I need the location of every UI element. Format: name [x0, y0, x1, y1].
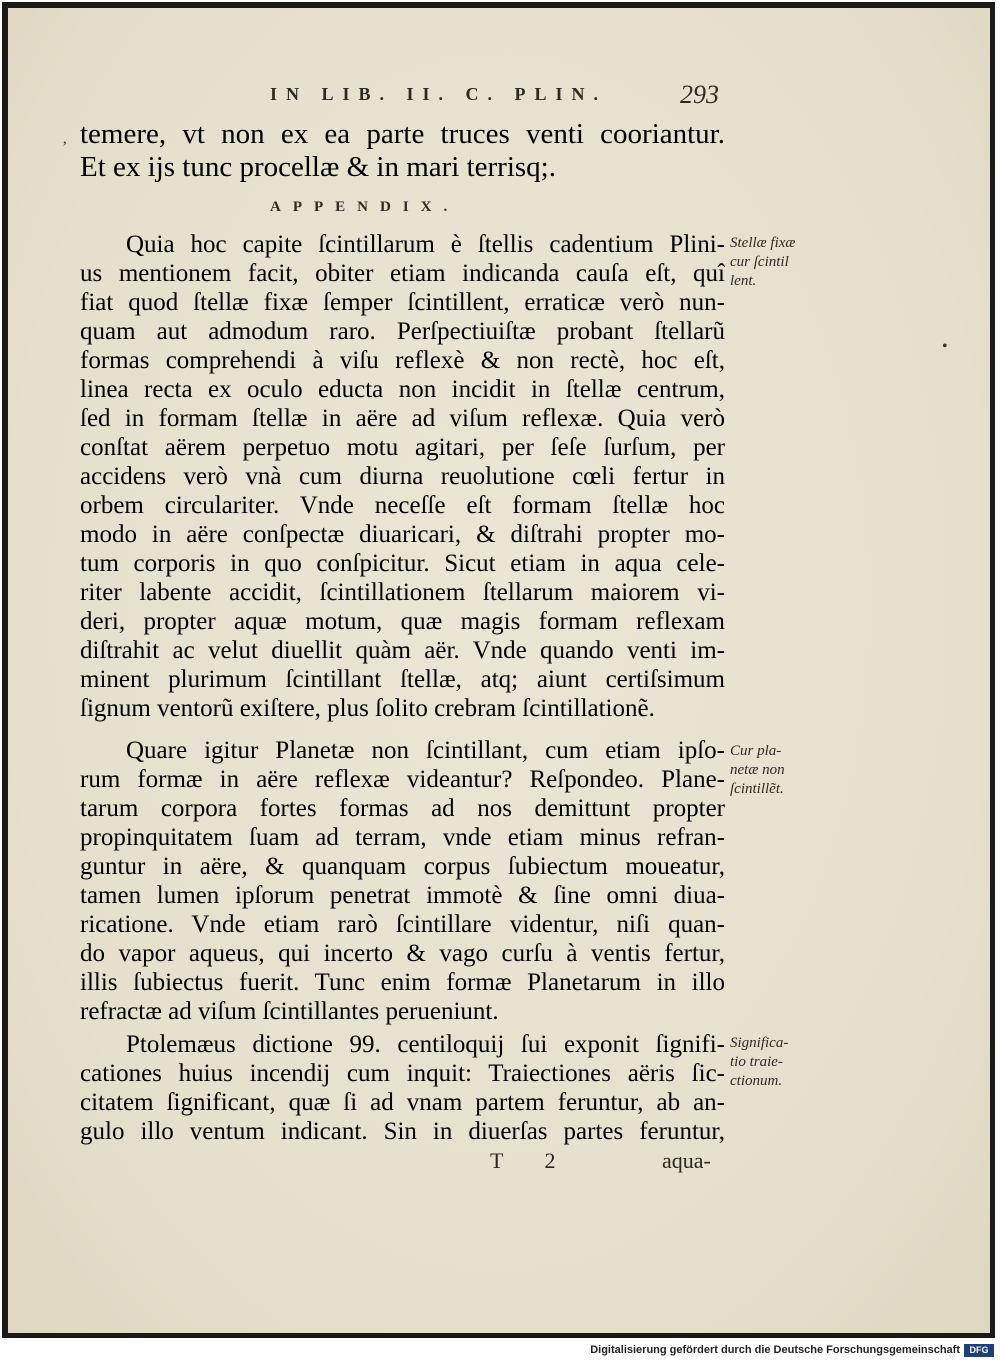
marginal-note	[730, 234, 840, 291]
marginal-line: tio traie-	[730, 1054, 783, 1070]
text-line: quam aut admodum raro. Perſpectiuiſtæ probant ſtellarũ	[80, 318, 725, 345]
paragraph-3	[80, 1030, 725, 1146]
opening-lines	[80, 118, 725, 184]
paragraph-1	[80, 230, 725, 723]
text-line: us mentionem facit, obiter etiam indicanda cauſa eſt, quî	[80, 260, 725, 287]
text-line: rum formæ in aëre reflexæ videantur? Reſpondeo. Plane-	[80, 766, 725, 793]
text-line: linea recta ex oculo educta non incidit in ſtellæ centrum,	[80, 376, 725, 403]
marginal-line: ctionum.	[730, 1073, 783, 1089]
text-line: refractæ ad viſum ſcintillantes perueniunt.	[80, 998, 499, 1025]
dfg-logo: DFG	[964, 1344, 994, 1357]
text-line: tum corporis in quo conſpicitur. Sicut etiam in aqua cele-	[80, 550, 725, 577]
text-line: conſtat aërem perpetuo motu agitari, per ſeſe ſurſum, per	[80, 434, 725, 461]
text-line: do vapor aqueus, qui incerto & vago curſu à ventis fertur,	[80, 940, 725, 967]
text-line: tamen lumen ipſorum penetrat immotè & ſine omni diua-	[80, 882, 725, 909]
marginal-line: lent.	[730, 273, 757, 289]
text-line: diſtrahit ac velut diuellit quàm aër. Vnde quando venti im-	[80, 637, 725, 664]
text-line: Ptolemæus dictione 99. centiloquij ſui exponit ſignifi-	[126, 1031, 725, 1058]
text-line: minent plurimum ſcintillant ſtellæ, atq; aiunt certiſsimum	[80, 666, 725, 693]
text-line: Quia hoc capite ſcintillarum è ſtellis cadentium Plini-	[126, 231, 725, 258]
text-line: ricatione. Vnde etiam rarò ſcintillare videntur, niſi quan-	[80, 911, 725, 938]
text-line: temere, vt non ex ea parte truces venti cooriantur.	[80, 118, 725, 150]
appendix-heading: APPENDIX.	[270, 199, 460, 215]
text-line: Et ex ijs tunc procellæ & in mari terrisq;.	[80, 151, 556, 183]
text-line: cationes huius incendij cum inquit: Traiectiones aëris ſic-	[80, 1060, 725, 1087]
text-line: tarum corpora fortes formas ad nos demittunt propter	[80, 795, 725, 822]
marginal-note	[730, 742, 840, 799]
text-line: gulo illo ventum indicant. Sin in diuerſas partes feruntur,	[80, 1118, 725, 1145]
stray-mark: •	[942, 338, 948, 355]
text-line: ſignum ventorũ exiſtere, plus ſolito crebram ſcintillationẽ.	[80, 695, 655, 722]
catchword: aqua-	[662, 1148, 711, 1173]
text-line: deri, propter aquæ motum, quæ magis formam reflexam	[80, 608, 725, 635]
text-line: guntur in aëre, & quanquam corpus ſubiectum moueatur,	[80, 853, 725, 880]
text-line: modo in aëre conſpectæ diuaricari, & diſtrahi propter mo-	[80, 521, 725, 548]
marginal-note	[730, 1034, 840, 1091]
page-number: 293	[680, 80, 719, 109]
text-line: propinquitatem ſuam ad terram, vnde etiam minus refran-	[80, 824, 725, 851]
footer-credit: Digitalisierung gefördert durch die Deutsche Forschungsgemeinschaft	[590, 1344, 960, 1356]
text-line: Quare igitur Planetæ non ſcintillant, cum etiam ipſo-	[126, 737, 725, 764]
text-line: formas comprehendi à viſu reflexè & non rectè, hoc eſt,	[80, 347, 725, 374]
text-line: accidens verò vnà cum diurna reuolutione cœli fertur in	[80, 463, 725, 490]
text-line: riter labente accidit, ſcintillationem ſtellarum maiorem vi-	[80, 579, 725, 606]
stray-mark: ‚	[62, 130, 68, 147]
signature-mark: T 2	[490, 1148, 574, 1173]
running-head: IN LIB. II. C. PLIN.	[270, 84, 608, 104]
marginal-line: Significa-	[730, 1035, 789, 1051]
text-line: illis ſubiectus fuerit. Tunc enim formæ Planetarum in illo	[80, 969, 725, 996]
paragraph-2	[80, 736, 725, 1026]
marginal-line: Stellæ fixæ	[730, 235, 796, 251]
text-line: ſed in formam ſtellæ in aëre ad viſum reflexæ. Quia verò	[80, 405, 725, 432]
marginal-line: netæ non	[730, 762, 785, 778]
text-line: fiat quod ſtellæ fixæ ſemper ſcintillent, erraticæ verò nun-	[80, 289, 725, 316]
marginal-line: Cur pla-	[730, 743, 782, 759]
text-line: orbem circulariter. Vnde neceſſe eſt formam ſtellæ hoc	[80, 492, 725, 519]
marginal-line: cur ſcintil	[730, 254, 789, 270]
marginal-line: ſcintillẽt.	[730, 781, 784, 797]
text-line: citatem ſignificant, quæ ſi ad vnam partem feruntur, ab an-	[80, 1089, 725, 1116]
